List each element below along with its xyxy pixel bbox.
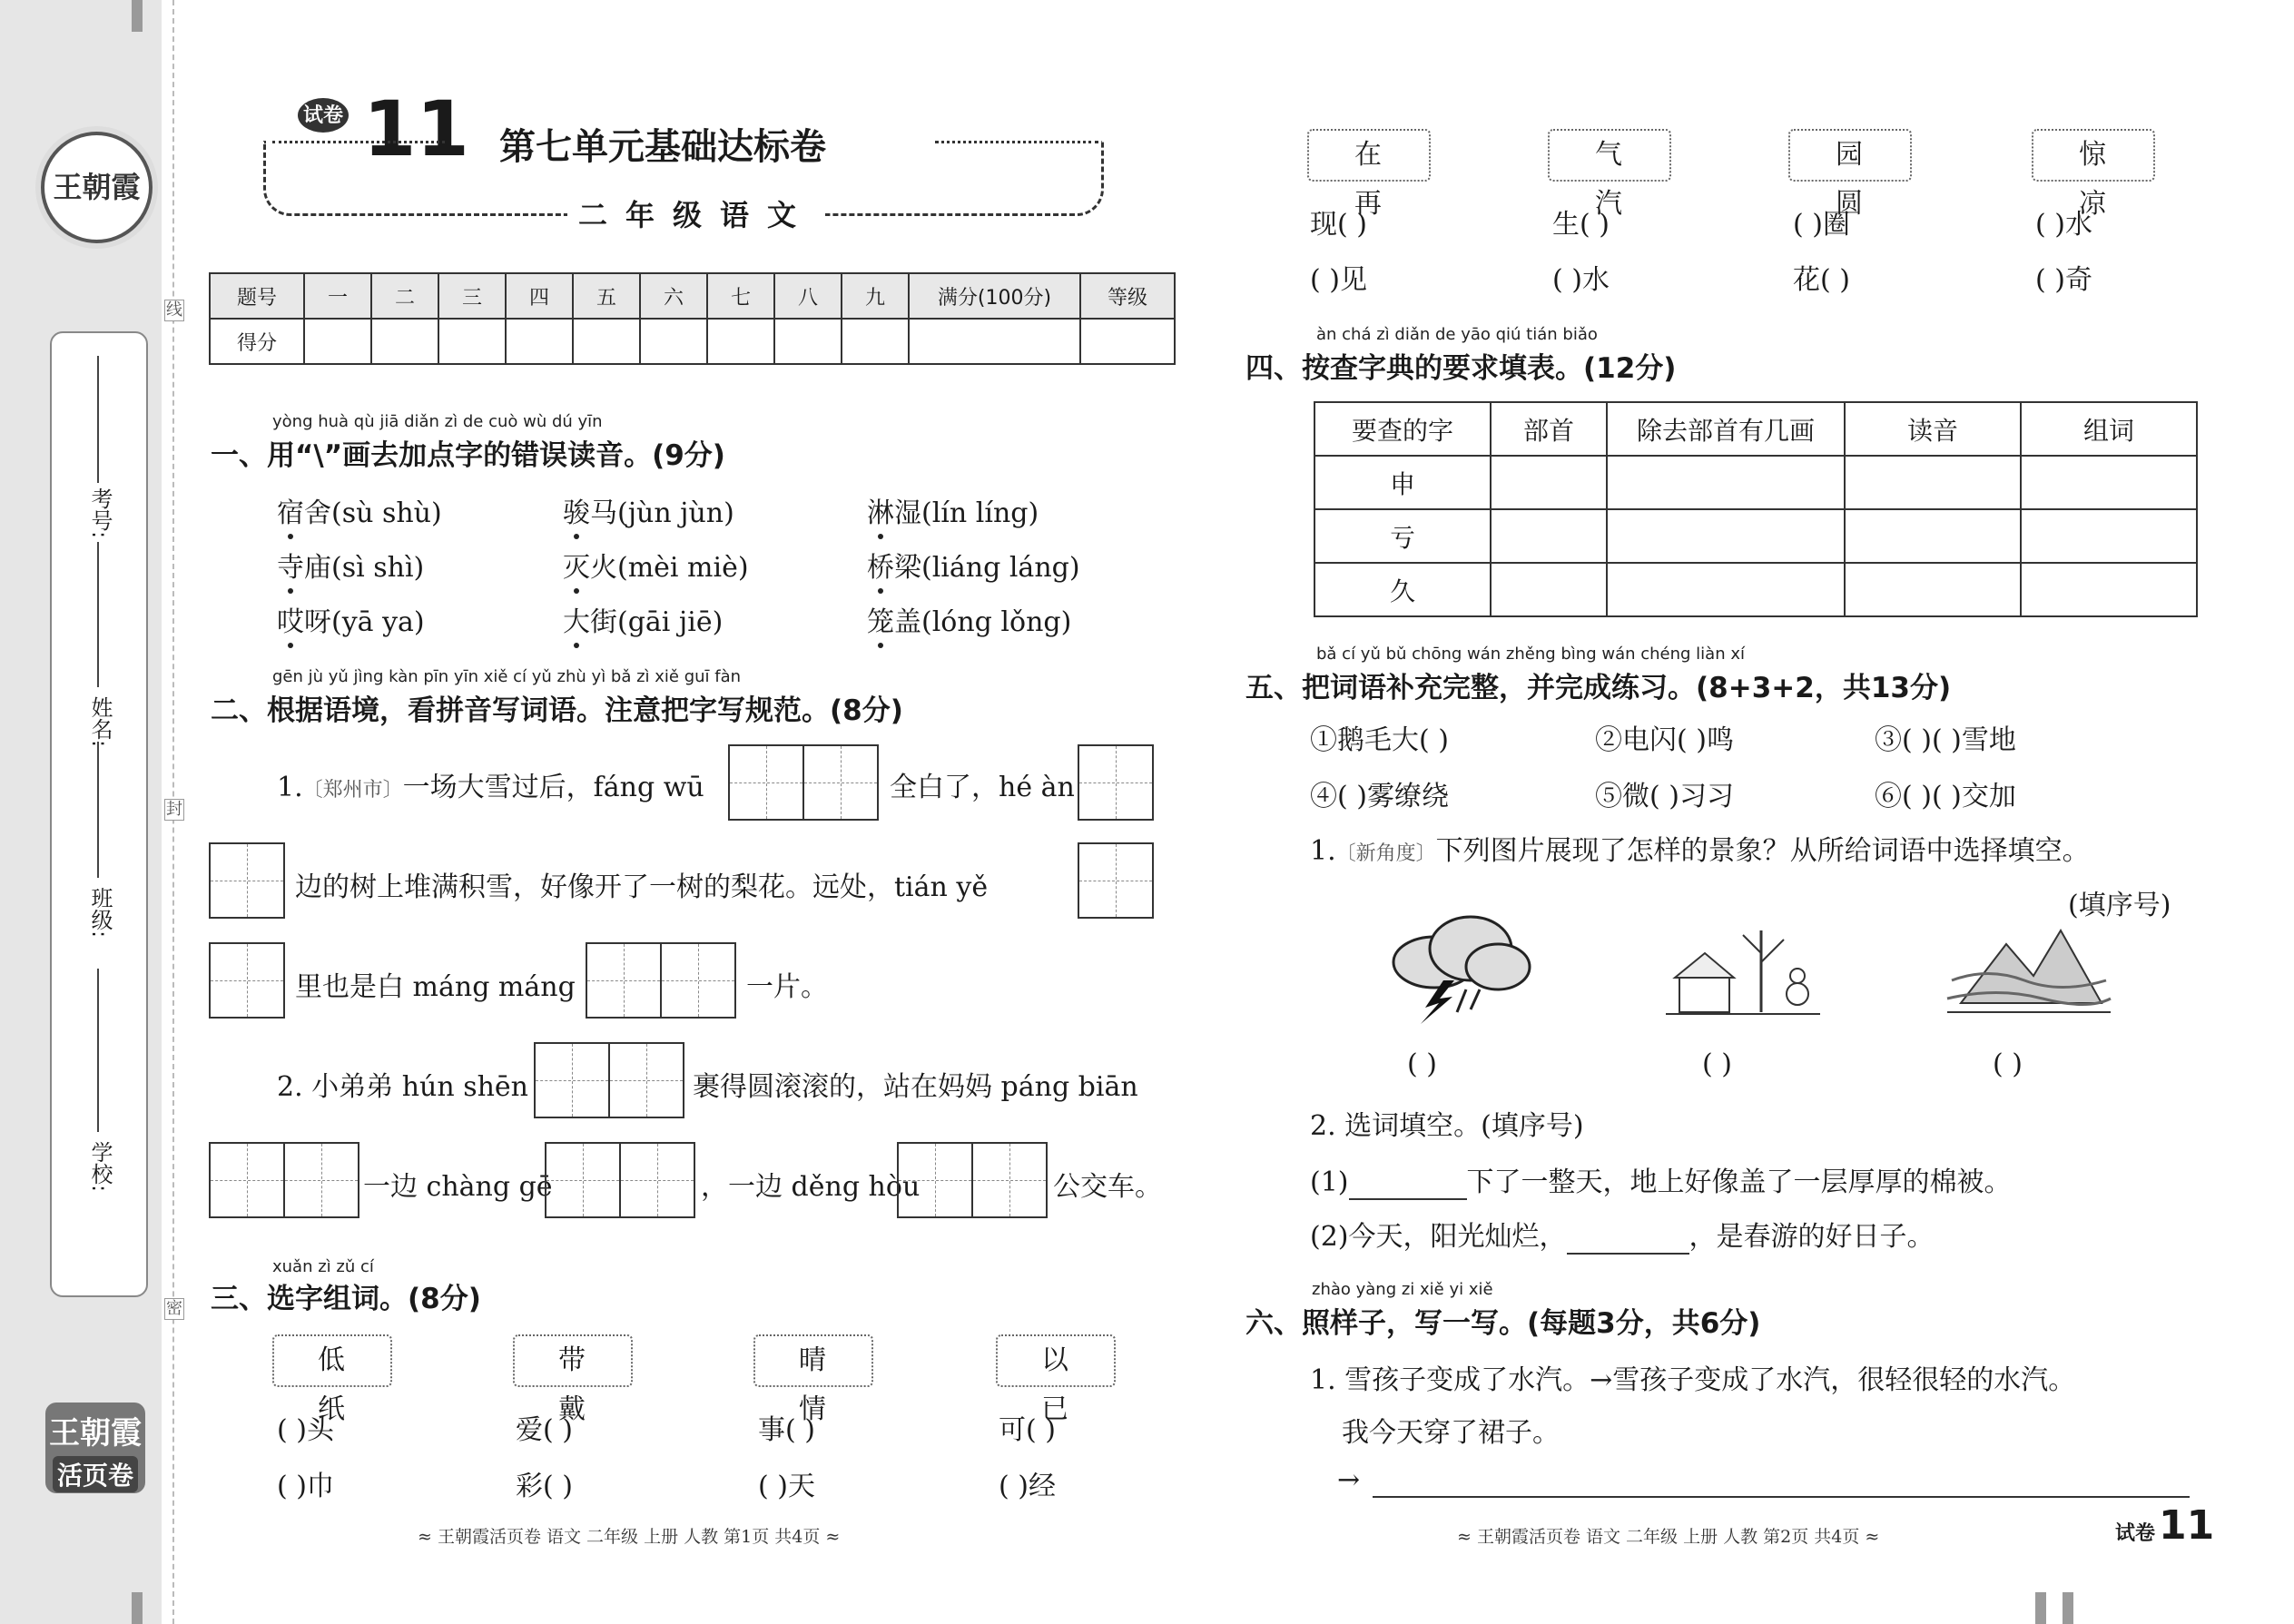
dictionary-table (1314, 401, 2198, 617)
q4-heading: 四、按查字典的要求填表。(12分) (1245, 352, 1677, 385)
fill-blank[interactable]: ( )巾 (277, 1471, 334, 1502)
exam-no-field[interactable] (97, 356, 99, 483)
score-cell[interactable] (371, 319, 438, 364)
score-header: 等级 (1080, 273, 1175, 319)
q6-answer-line[interactable] (1373, 1496, 2190, 1498)
q5-sub2-line1: (1) 下了一整天，地上好像盖了一层厚厚的棉被。 (1310, 1166, 2012, 1198)
choice-box: 带 戴 (513, 1334, 633, 1387)
school-field[interactable] (97, 969, 99, 1132)
q2-line5-end: 公交车。 (1053, 1171, 1162, 1203)
q5-sub2-line2: (2)今天，阳光灿烂， ，是春游的好日子。 (1310, 1221, 1935, 1253)
fill-blank[interactable]: 事( ) (758, 1414, 815, 1446)
q4-pinyin: àn chá zì diǎn de yāo qiú tián biǎo (1316, 325, 1598, 344)
dict-cell[interactable] (1491, 456, 1607, 509)
fill-blank[interactable]: 爱( ) (516, 1414, 573, 1446)
brand-logo: 王朝霞 (41, 132, 153, 243)
fill-blank[interactable]: 现( ) (1310, 209, 1367, 241)
q1-pinyin: yòng huà qù jiā diǎn zì de cuò wù dú yīn (272, 412, 603, 431)
fill-blank[interactable]: ⑥( )( )交加 (1875, 781, 2016, 812)
name-field[interactable] (97, 542, 99, 687)
score-header: 三 (438, 273, 506, 319)
binding-mark (2035, 1592, 2046, 1624)
q3-heading: 三、选字组词。(8分) (211, 1283, 481, 1315)
q2-pinyin: gēn jù yǔ jìng kàn pīn yīn xiě cí yǔ zhù yì bǎ zì xiě guī fàn (272, 667, 742, 686)
score-table (209, 272, 1176, 365)
q5-sub1-note: (填序号) (2068, 890, 2171, 921)
q2-line1-cont: 全白了，hé àn (890, 772, 1075, 803)
header-dash-right (935, 141, 1098, 143)
q5-heading: 五、把词语补充完整，并完成练习。(8+3+2，共13分) (1245, 672, 1952, 704)
binding-mark (2063, 1592, 2073, 1624)
writing-grid[interactable] (1078, 744, 1154, 821)
score-cell[interactable] (438, 319, 506, 364)
q5-sub2: 2. 选词填空。(填序号) (1310, 1110, 1584, 1142)
fill-blank[interactable]: ①鹅毛大( ) (1310, 724, 1449, 756)
q1-item[interactable]: 大街(gāi jiē) (563, 599, 723, 639)
exam-no-label: 考号: (87, 487, 113, 539)
q2-line5-cont: ，一边 děng hòu (701, 1171, 921, 1203)
q6-example: 1. 雪孩子变成了水汽。→雪孩子变成了水汽，很轻很轻的水汽。 (1310, 1364, 2076, 1396)
q1-item[interactable]: 骏马(jùn jùn) (563, 490, 734, 530)
dict-cell[interactable] (1607, 456, 1845, 509)
fill-blank[interactable]: ( )圈 (1793, 209, 1850, 241)
score-cell[interactable] (573, 319, 640, 364)
writing-grid[interactable] (586, 942, 736, 1019)
dict-cell[interactable] (1491, 563, 1607, 616)
score-cell[interactable] (707, 319, 774, 364)
choice-box: 在 再 (1307, 129, 1431, 182)
q1-item[interactable]: 哎呀(yā ya) (277, 599, 425, 639)
dict-char: 久 (1314, 563, 1491, 616)
footer-left: ≈ 王朝霞活页卷 语文 二年级 上册 人教 第1页 共4页 ≈ (418, 1527, 841, 1547)
school-label: 学校: (87, 1141, 113, 1193)
score-header: 八 (774, 273, 842, 319)
score-cell[interactable] (506, 319, 573, 364)
score-row-label: 得分 (210, 319, 304, 364)
q2-line2: 边的树上堆满积雪，好像开了一树的梨花。远处，tián yě (295, 871, 989, 903)
picture-answer-blank[interactable]: ( ) (1993, 1048, 2023, 1080)
q1-item[interactable]: 笼盖(lóng lǒng) (867, 599, 1071, 639)
fill-blank[interactable]: ④( )雾缭绕 (1310, 781, 1449, 812)
dict-cell[interactable] (1607, 509, 1845, 563)
q1-item[interactable]: 淋湿(lín líng) (867, 490, 1039, 530)
q1-heading: 一、用“\”画去加点字的错误读音。(9分) (211, 439, 725, 472)
score-cell[interactable] (842, 319, 909, 364)
snow-scene-image (1661, 912, 1825, 1030)
fill-blank[interactable]: ( )水 (1552, 264, 1610, 296)
dict-cell[interactable] (1491, 509, 1607, 563)
dict-cell[interactable] (2021, 563, 2197, 616)
fill-blank[interactable]: ( )天 (758, 1471, 815, 1502)
name-label: 姓名: (87, 696, 113, 748)
picture-answer-blank[interactable]: ( ) (1702, 1048, 1732, 1080)
score-cell[interactable] (1080, 319, 1175, 364)
writing-grid[interactable] (728, 744, 879, 821)
dict-cell[interactable] (2021, 456, 2197, 509)
score-cell[interactable] (304, 319, 371, 364)
paper-number: 11 (363, 84, 469, 173)
student-info-panel (50, 331, 148, 1297)
fill-blank[interactable]: ( )经 (999, 1471, 1056, 1502)
fill-blank[interactable]: 花( ) (1793, 264, 1850, 296)
dict-header: 部首 (1491, 402, 1607, 456)
footer-right: ≈ 王朝霞活页卷 语文 二年级 上册 人教 第2页 共4页 ≈ (1457, 1527, 1880, 1547)
q6-task: 我今天穿了裙子。 (1342, 1417, 1560, 1449)
fill-blank[interactable]: ⑤微( )习习 (1595, 781, 1734, 812)
q1-item[interactable]: 宿舍(sù shù) (277, 490, 442, 530)
q5-pinyin: bǎ cí yǔ bǔ chōng wán zhěng bìng wán chéng liàn xí (1316, 645, 1745, 664)
writing-grid[interactable] (1078, 842, 1154, 919)
writing-grid[interactable] (209, 942, 285, 1019)
choice-box: 气 汽 (1548, 129, 1671, 182)
page-title: 第七单元基础达标卷 (499, 126, 826, 168)
corner-tag: 试卷 (2115, 1522, 2156, 1545)
cut-char-line: 线 (166, 300, 182, 320)
misty-mountain-image (1943, 912, 2115, 1030)
q1-item[interactable]: 灭火(mèi miè) (563, 545, 749, 585)
score-cell[interactable] (640, 319, 707, 364)
q2-line1: 1.〔郑州市〕一场大雪过后，fáng wū (277, 772, 704, 803)
class-field[interactable] (97, 742, 99, 878)
cut-char-seal: 封 (166, 800, 182, 819)
page-subtitle: 二年级语文 (567, 192, 825, 234)
q2-line4: 2. 小弟弟 hún shēn (277, 1071, 528, 1103)
q2-line4-cont: 裹得圆滚滚的，站在妈妈 páng biān (693, 1071, 1138, 1103)
score-header: 五 (573, 273, 640, 319)
score-header: 七 (707, 273, 774, 319)
score-header: 题号 (210, 273, 304, 319)
score-header: 二 (371, 273, 438, 319)
q6-pinyin: zhào yàng zi xiě yi xiě (1312, 1280, 1493, 1299)
writing-grid[interactable] (209, 842, 285, 919)
fill-blank[interactable]: 可( ) (999, 1414, 1056, 1446)
picture-answer-blank[interactable]: ( ) (1407, 1048, 1437, 1080)
q2-line3: 里也是白 máng máng (295, 971, 576, 1003)
score-header: 九 (842, 273, 909, 319)
dict-header: 组词 (2021, 402, 2197, 456)
score-cell[interactable] (909, 319, 1080, 364)
dict-char: 申 (1314, 456, 1491, 509)
fill-blank[interactable]: 彩( ) (516, 1471, 573, 1502)
choice-box: 园 圆 (1788, 129, 1912, 182)
writing-grid[interactable] (897, 1142, 1048, 1218)
q2-line5: 一边 chàng gē (363, 1171, 553, 1203)
class-label: 班级: (87, 887, 113, 939)
q6-arrow: → (1337, 1464, 1361, 1496)
corner-number: 11 (2159, 1502, 2215, 1549)
choice-box: 惊 凉 (2032, 129, 2155, 182)
fill-blank[interactable]: ( )头 (277, 1414, 334, 1446)
choice-box: 低 纸 (272, 1334, 392, 1387)
fill-blank[interactable]: ( )水 (2035, 209, 2092, 241)
paper-tag: 试卷 (298, 98, 349, 133)
dict-cell[interactable] (1845, 456, 2021, 509)
storm-cloud-image (1380, 908, 1543, 1026)
choice-box: 以 已 (996, 1334, 1116, 1387)
fill-blank[interactable]: 生( ) (1552, 209, 1610, 241)
q2-heading: 二、根据语境，看拼音写词语。注意把字写规范。(8分) (211, 694, 903, 727)
dict-header: 读音 (1845, 402, 2021, 456)
q2-line3-cont: 一片。 (746, 971, 828, 1003)
q1-item[interactable]: 寺庙(sì shì) (277, 545, 424, 585)
answer-underline[interactable] (1349, 1166, 1467, 1200)
dict-char: 亏 (1314, 509, 1491, 563)
fill-blank[interactable]: ③( )( )雪地 (1875, 724, 2016, 756)
header-dash-left (272, 141, 445, 143)
answer-underline[interactable] (1567, 1221, 1689, 1255)
dict-cell[interactable] (1845, 563, 2021, 616)
score-header: 满分(100分) (909, 273, 1080, 319)
writing-grid[interactable] (209, 1142, 359, 1218)
score-header: 一 (304, 273, 371, 319)
dict-cell[interactable] (1845, 509, 2021, 563)
choice-box: 晴 情 (753, 1334, 873, 1387)
dict-cell[interactable] (2021, 509, 2197, 563)
dict-header: 要查的字 (1314, 402, 1491, 456)
q3-pinyin: xuǎn zì zǔ cí (272, 1257, 374, 1276)
dict-cell[interactable] (1607, 563, 1845, 616)
fill-blank[interactable]: ( )见 (1310, 264, 1367, 296)
q6-heading: 六、照样子，写一写。(每题3分，共6分) (1245, 1307, 1761, 1340)
brand-logo-bottom: 王朝霞 活页卷 (45, 1403, 145, 1493)
score-header: 六 (640, 273, 707, 319)
dict-header: 除去部首有几画 (1607, 402, 1845, 456)
writing-grid[interactable] (545, 1142, 695, 1218)
score-cell[interactable] (774, 319, 842, 364)
fill-blank[interactable]: ②电闪( )鸣 (1595, 724, 1734, 756)
fill-blank[interactable]: ( )奇 (2035, 264, 2092, 296)
q1-item[interactable]: 桥梁(liáng láng) (867, 545, 1080, 585)
q5-sub1: 1.〔新角度〕下列图片展现了怎样的景象？从所给词语中选择填空。 (1310, 835, 2090, 867)
score-header: 四 (506, 273, 573, 319)
cut-char-secret: 密 (166, 1299, 182, 1318)
writing-grid[interactable] (534, 1042, 684, 1118)
